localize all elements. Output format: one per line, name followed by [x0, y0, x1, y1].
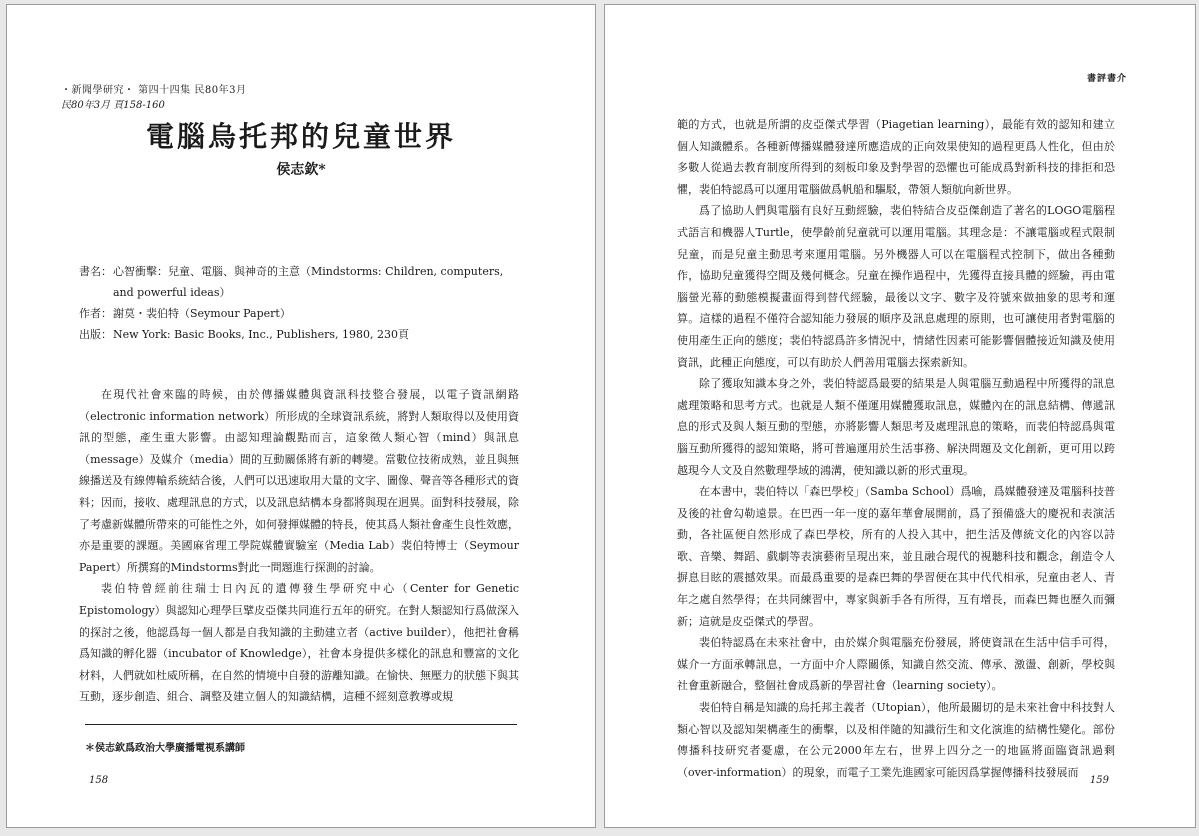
book-title-row-cont — [79, 282, 543, 303]
left-page — [6, 4, 596, 828]
book-info — [79, 261, 543, 345]
paragraph: 除了獲取知識本身之外，裴伯特認爲最要的結果是人與電腦互動過程中所獲得的訊息處理策略和思考方式。也就是人類不僅運用媒體獲取訊息，媒體內在的訊息結構、傳遞訊息的形式及與人類互動的型態，亦將影響人類思考及處理訊息的策略，而裴伯特認爲與電腦互動所獲得的認知策略，將可普遍運用於生活事務、解決問題及文化創新，更可用以跨越現今人文及自然數理學域的鴻溝，使知識以新的形式重現。 — [677, 377, 1115, 477]
article-author: 侯志欽* — [276, 162, 326, 178]
paragraph: 裴伯特曾經前往瑞士日內瓦的遺傳發生學研究中心（Center for Genetic Epistomology）與認知心理學巨擘皮亞傑共同進行五年的研究。在對人類認知行爲做深入的探討之後，他認爲每一個人都是自我知識的主動建立者（active builder），他把社會稱爲知識的孵化器（incubator of Knowledge），社會本身提供多樣化的訊息和豐富的文化材料，人們就如杜威所稱，在自然的情境中自發的游離知識。在愉快、無壓力的狀態下與其互動，逐步創造、組合、調整及建立個人的知識結構，這種不經刻意教導或規 — [79, 582, 519, 704]
book-author-value: 謝莫・裴伯特（Seymour Papert） — [113, 307, 291, 320]
paragraph: 裴伯特認爲在未來社會中，由於媒介與電腦充份發展，將使資訊在生活中信手可得，媒介一方面承轉訊息，一方面中介人際關係，知識自然交流、傳承、激盪、創新，學校與社會重新融合，整個社會成爲新的學習社會（learning society）。 — [677, 636, 1115, 693]
paragraph: 在本書中，裴伯特以「森巴學校」（Samba School）爲喻，爲媒體發達及電腦科技普及後的社會勾勒遠景。在巴西一年一度的嘉年華會展開前，爲了預備盛大的慶祝和表演活動，各社區便自然形成了森巴學校，所有的人投入其中，把生活及傳統文化的內容以詩歌、音樂、舞蹈、戲劇等表演藝術呈現出來，並且融合現代的視聽科技和觀念，創造令人摒息目眩的震撼效果。而最爲重要的是森巴舞的學習便在其中代代相承，兒童由老人、青年之處自然學得；在共同練習中，專家與新手各有所得，互有增長，而森巴舞也歷久而彌新；這就是皮亞傑式的學習。 — [677, 485, 1115, 628]
book-title-value-cont: and powerful ideas） — [113, 286, 231, 299]
book-title-label: 書名： — [79, 265, 112, 278]
running-header: 書評書介 — [1086, 74, 1127, 84]
page-number: 159 — [1089, 775, 1109, 786]
journal-header: ・新聞學研究・ 第四十四集 民80年3月 — [61, 85, 247, 96]
book-publisher-label: 出版： — [79, 328, 112, 341]
right-page — [604, 4, 1196, 828]
paragraph: 爲了協助人們與電腦有良好互動經驗，裴伯特結合皮亞傑創造了著名的LOGO電腦程式語言和機器人Turtle，使學齡前兒童就可以運用電腦。其理念是：不讓電腦或程式限制兒童，而是兒童主動思考來運用電腦。另外機器人可以在電腦程式控制下，做出各種動作，協助兒童獲得空間及幾何概念。兒童在操作過程中，先獲得直接具體的經驗，再由電腦螢光幕的動態模擬畫面得到替代經驗，最後以文字、數字及符號來做抽象的思考和運算。這樣的過程不僅符合認知能力發展的順序及訊息處理的原則，也可讓使用者對電腦的使用產生正向的態度；裴伯特認爲許多情況中，情緒性因素可能影響個體接近知識及使用資訊，此種正向態度，可以有助於人們善用電腦去探索新知。 — [677, 204, 1115, 369]
book-publisher-row — [79, 324, 543, 345]
book-publisher-value: New York: Basic Books, Inc., Publishers, 1980, 230頁 — [113, 328, 409, 341]
book-title-row — [79, 261, 543, 282]
book-author-label: 作者： — [79, 307, 112, 320]
left-body-text — [79, 384, 519, 708]
footnote: ＊侯志欽爲政治大學廣播電視系講師 — [85, 743, 245, 754]
paragraph: 裴伯特自稱是知識的烏托邦主義者（Utopian），他所最關切的是未來社會中科技對人類心智以及認知架構產生的衝擊，以及相伴隨的知識衍生和文化演進的結構性變化。部份傳播科技研究者憂慮，在公元2000年左右，世界上四分之一的地區將面臨資訊過剩（over-information）的現象，而電子工業先進國家可能因爲掌握傳播科技發展而 — [677, 701, 1115, 779]
right-body-text — [677, 114, 1115, 783]
page-number: 158 — [89, 775, 109, 786]
book-author-row — [79, 303, 543, 324]
book-title-value: 心智衝擊：兒童、電腦、與神奇的主意（Mindstorms: Children, computers, — [113, 265, 504, 278]
journal-pages: 民80年3月 頁158-160 — [61, 100, 165, 111]
paragraph: 範的方式，也就是所謂的皮亞傑式學習（Piagetian learning），最能有效的認知和建立個人知識體系。各種新傳播媒體發達所應造成的正向效果使知的過程更爲人性化，但由於多數人從過去教育制度所得到的刻板印象及對學習的恐懼也可能成爲對新科技的排拒和恐懼，裴伯特認爲可以運用電腦做爲帆船和驅駁，帶領人類航向新世界。 — [677, 118, 1115, 196]
paragraph: 在現代社會來臨的時候，由於傳播媒體與資訊科技整合發展，以電子資訊網路（electronic information network）所形成的全球資訊系統，將對人類取得以及使用資訊的型態，產生重大影響。由認知理論觀點而言，這象徵人類心智（mind）與訊息（message）及媒介（media）間的互動關係將有新的轉變。當數位技術成熟，並且與無線播送及有線傳輸系統結合後，人們可以迅速取用大量的文字、圖像、聲音等各種形式的資料；因而，接收、處理訊息的方式，以及訊息結構本身都將與現在迥異。面對科技發展，除了考慮新媒體所帶來的可能性之外，如何發揮媒體的特長，使其爲人類社會產生良性效應，亦是重要的課題。美國麻省理工學院媒體實驗室（Media Lab）裴伯特博士（Seymour Papert）所撰寫的Mindstorms對此一問題進行探測的討論。 — [79, 388, 519, 574]
footnote-divider — [85, 724, 517, 725]
article-title: 電腦烏托邦的兒童世界 — [145, 120, 456, 153]
